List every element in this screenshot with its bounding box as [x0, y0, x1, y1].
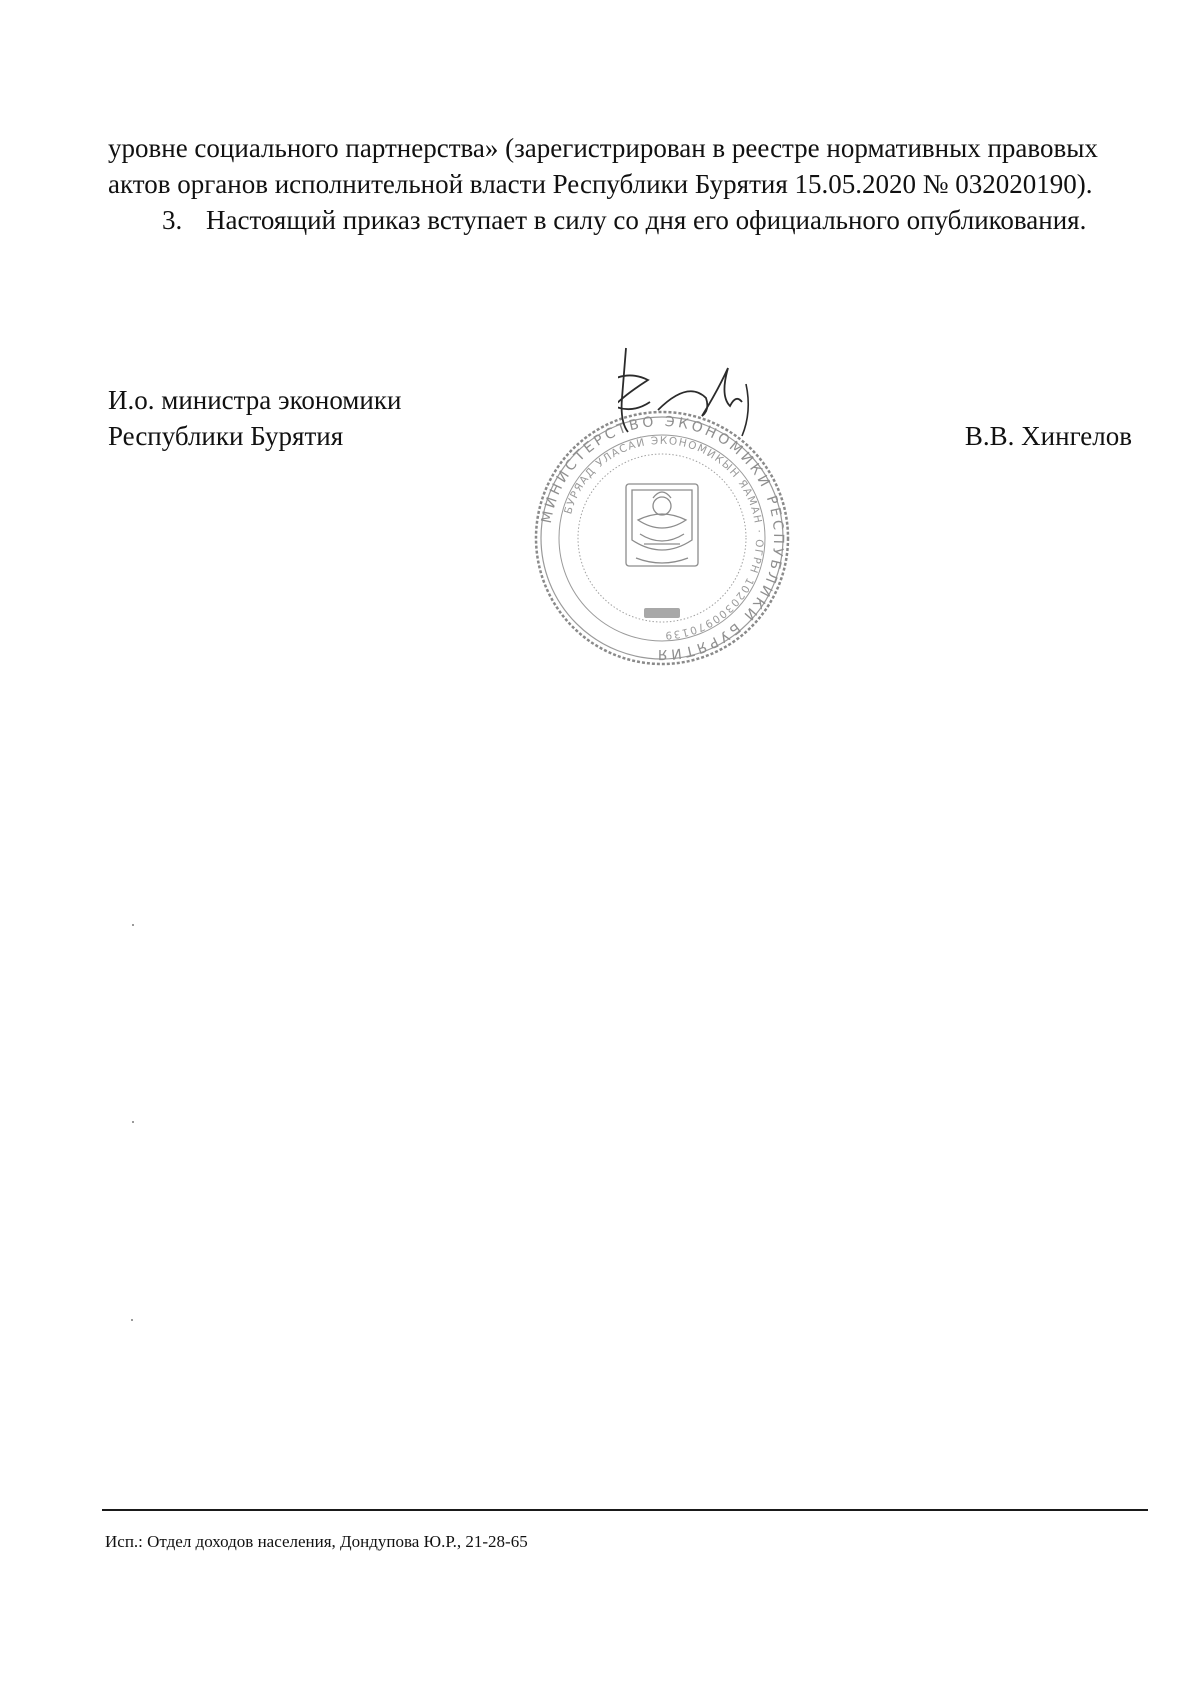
signatory-position-line-2: Республики Бурятия [108, 421, 344, 451]
footer-divider [102, 1509, 1148, 1511]
scan-artifact [132, 924, 134, 926]
clause-3 [108, 202, 1148, 238]
signatory-name: В.В. Хингелов [964, 421, 1132, 451]
body-text [108, 130, 1148, 238]
seal-inner-text: БУРЯАД УЛАСАЙ ЭКОНОМИКЫН ЯАМАН · ОГРН 1020300970139 [562, 434, 766, 642]
signatory-position [108, 382, 401, 454]
body-line-2: актов органов исполнительной власти Республики Бурятия 15.05.2020 № 032020190). [108, 169, 1093, 199]
scan-artifact [131, 1319, 133, 1321]
seal-outer-text: МИНИСТЕРСТВО ЭКОНОМИКИ РЕСПУБЛИКИ БУРЯТИЯ [538, 413, 787, 663]
scan-artifact [132, 1121, 134, 1123]
executor-note: Исп.: Отдел доходов населения, Дондупова Ю.Р., 21-28-65 [105, 1532, 528, 1551]
signatory-position-line-1: И.о. министра экономики [108, 385, 402, 415]
handwritten-signature [618, 340, 818, 460]
coat-of-arms-icon [626, 484, 698, 566]
body-line-1: уровне социального партнерства» (зарегистрирован в реестре нормативных правовых [108, 133, 1098, 163]
seal-ornament-icon [644, 608, 680, 618]
clause-3-number: 3. [162, 205, 183, 235]
clause-3-text: Настоящий приказ вступает в силу со дня его официального опубликования. [206, 205, 1087, 235]
